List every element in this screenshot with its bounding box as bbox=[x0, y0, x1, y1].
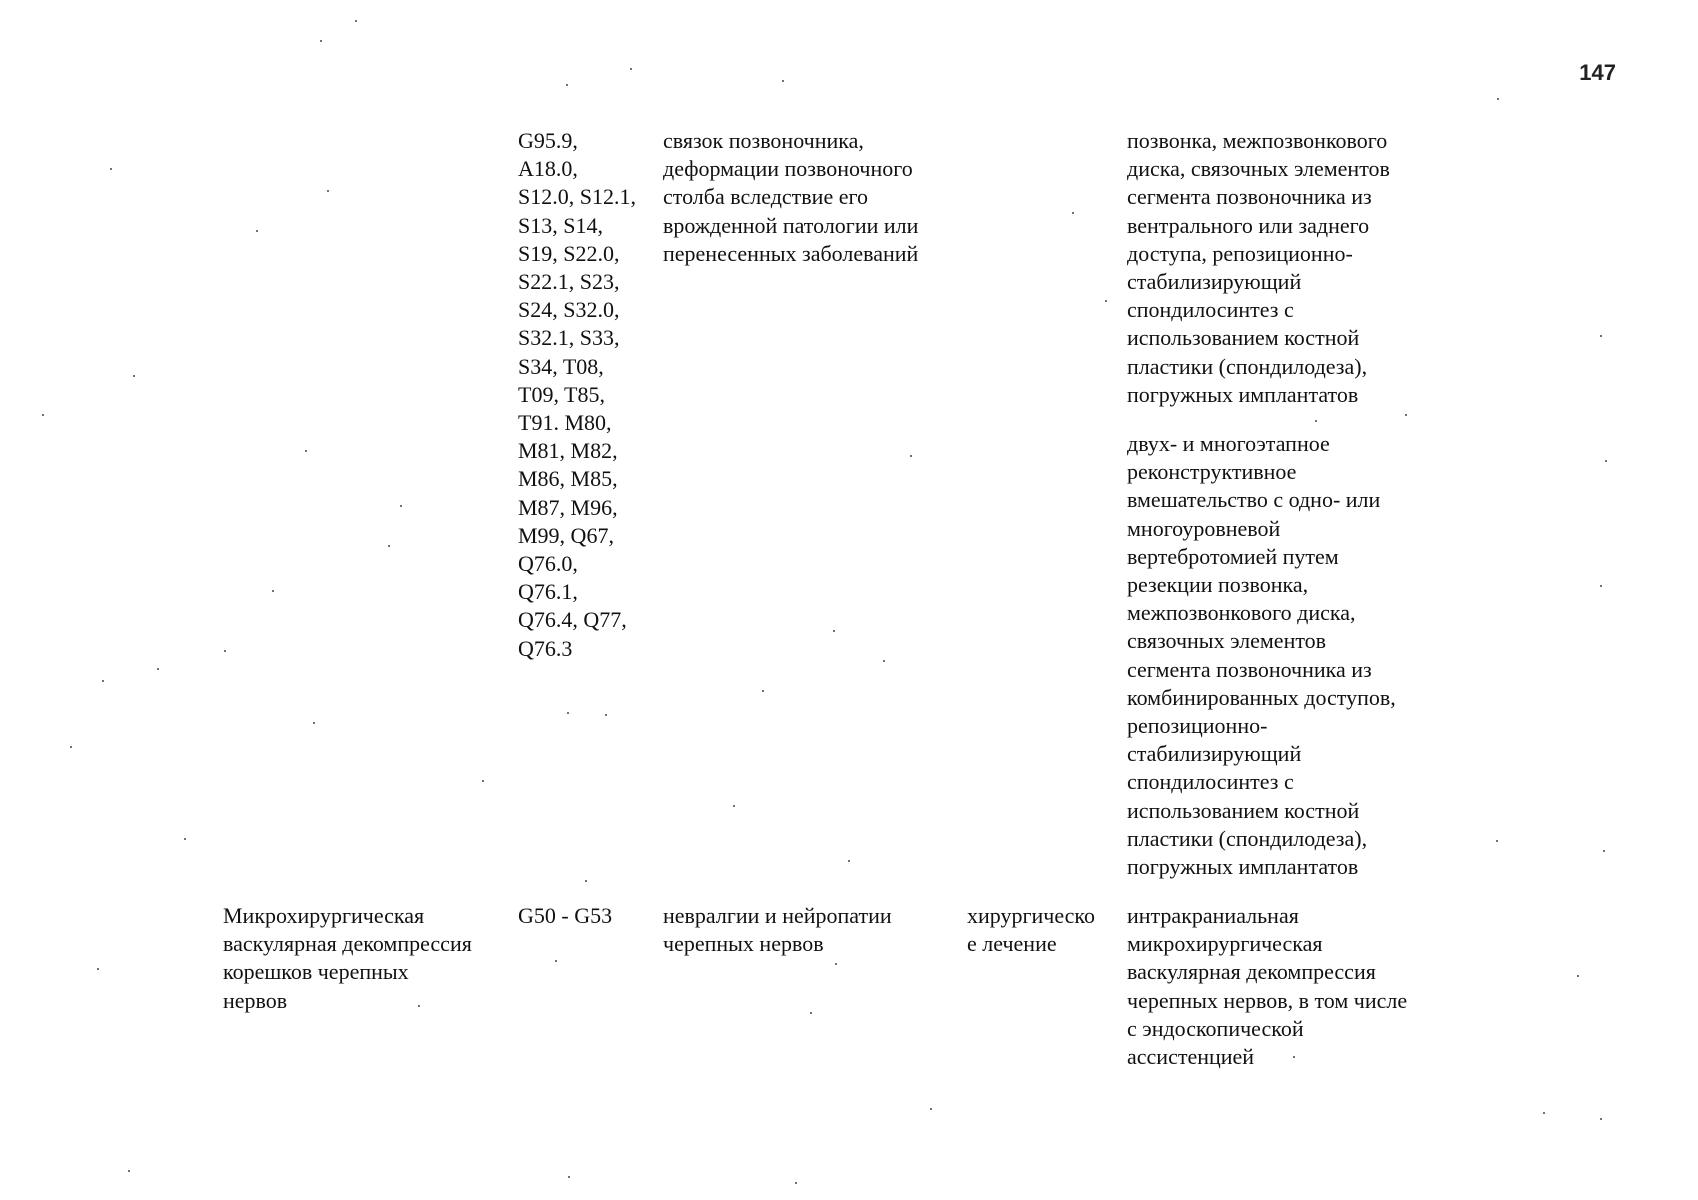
scan-speck bbox=[388, 545, 390, 547]
method-cell: интракраниальная микрохирургическая васкулярная декомпрессия черепных нервов, в том числе с эндоскопической ассистенцией bbox=[1127, 903, 1408, 1070]
scan-speck bbox=[224, 650, 226, 652]
method-cell: позвонка, межпозвонкового диска, связочных элементов сегмента позвоночника из вентрального или заднего доступа, репозиционно- стабилизирующий спондилосинтез с использованием костной пластики (спондилодеза), погружных имплантатов bbox=[1127, 128, 1390, 407]
condition-cell: невралгии и нейропатии черепных нервов bbox=[663, 903, 892, 957]
scan-speck bbox=[327, 190, 329, 192]
scan-speck bbox=[320, 40, 322, 42]
scan-speck bbox=[313, 722, 315, 724]
scan-speck bbox=[566, 84, 568, 86]
scan-speck bbox=[102, 680, 104, 682]
scan-speck bbox=[1105, 300, 1107, 302]
scan-speck bbox=[1577, 975, 1579, 977]
scan-speck bbox=[810, 1012, 812, 1014]
scan-speck bbox=[733, 805, 735, 807]
scan-speck bbox=[70, 746, 72, 748]
treatment-type-cell: хирургическо е лечение bbox=[967, 903, 1095, 957]
scan-speck bbox=[833, 630, 835, 632]
scan-speck bbox=[568, 1176, 570, 1178]
scan-speck bbox=[400, 505, 402, 507]
scan-speck bbox=[305, 450, 307, 452]
scan-speck bbox=[782, 80, 784, 82]
scan-speck bbox=[110, 168, 112, 170]
scan-speck bbox=[42, 414, 44, 416]
condition-cell: связок позвоночника, деформации позвоночного столба вследствие его врожденной патологии или перенесенных заболеваний bbox=[663, 128, 919, 266]
scan-speck bbox=[910, 455, 912, 457]
scan-speck bbox=[605, 714, 607, 716]
scan-speck bbox=[762, 690, 764, 692]
scan-speck bbox=[555, 960, 557, 962]
procedure-name-cell: Микрохирургическая васкулярная декомпрессия корешков черепных нервов bbox=[223, 903, 472, 1013]
scan-speck bbox=[272, 590, 274, 592]
scan-speck bbox=[157, 668, 159, 670]
scan-speck bbox=[795, 1182, 797, 1184]
scan-speck bbox=[97, 968, 99, 970]
scan-speck bbox=[835, 963, 837, 965]
scan-speck bbox=[1315, 420, 1317, 422]
scan-speck bbox=[184, 838, 186, 840]
scan-speck bbox=[1496, 840, 1498, 842]
scan-speck bbox=[1600, 1118, 1602, 1120]
scan-speck bbox=[567, 712, 569, 714]
scan-speck bbox=[1543, 1112, 1545, 1114]
scan-speck bbox=[1605, 460, 1607, 462]
scan-speck bbox=[355, 20, 357, 22]
icd-codes-cell: G50 - G53 bbox=[518, 903, 613, 928]
scan-speck bbox=[1600, 585, 1602, 587]
scan-speck bbox=[1603, 850, 1605, 852]
scan-speck bbox=[133, 375, 135, 377]
scan-speck bbox=[1497, 98, 1499, 100]
scan-speck bbox=[482, 780, 484, 782]
scan-speck bbox=[128, 1170, 130, 1172]
scan-speck bbox=[930, 1108, 932, 1110]
scan-speck bbox=[883, 660, 885, 662]
scan-speck bbox=[1293, 1056, 1295, 1058]
scan-speck bbox=[1405, 414, 1407, 416]
scan-speck bbox=[256, 230, 258, 232]
icd-codes-cell: G95.9, A18.0, S12.0, S12.1, S13, S14, S19, S22.0, S22.1, S23, S24, S32.0, S32.1, S33, S34, T08, T09, T85, T91. M80, M81, M82, M86, M85, M87, M96, M99, Q67, Q76.0, Q76.1, Q76.4, Q77, Q76.3 bbox=[518, 128, 636, 661]
scan-speck bbox=[848, 860, 850, 862]
scan-speck bbox=[418, 1005, 420, 1007]
scan-speck bbox=[585, 880, 587, 882]
scan-speck bbox=[1072, 212, 1074, 214]
page-number: 147 bbox=[1579, 60, 1616, 85]
scan-speck bbox=[630, 68, 632, 70]
scan-speck bbox=[1600, 335, 1602, 337]
method-cell: двух- и многоэтапное реконструктивное вмешательство с одно- или многоуровневой вертебротомией путем резекции позвонка, межпозвонкового диска, связочных элементов сегмента позвоночника из комбинированных доступов, репозиционно- стабилизирующий спондилосинтез с использованием костной пластики (спондилодеза), погружных имплантатов bbox=[1127, 431, 1396, 880]
